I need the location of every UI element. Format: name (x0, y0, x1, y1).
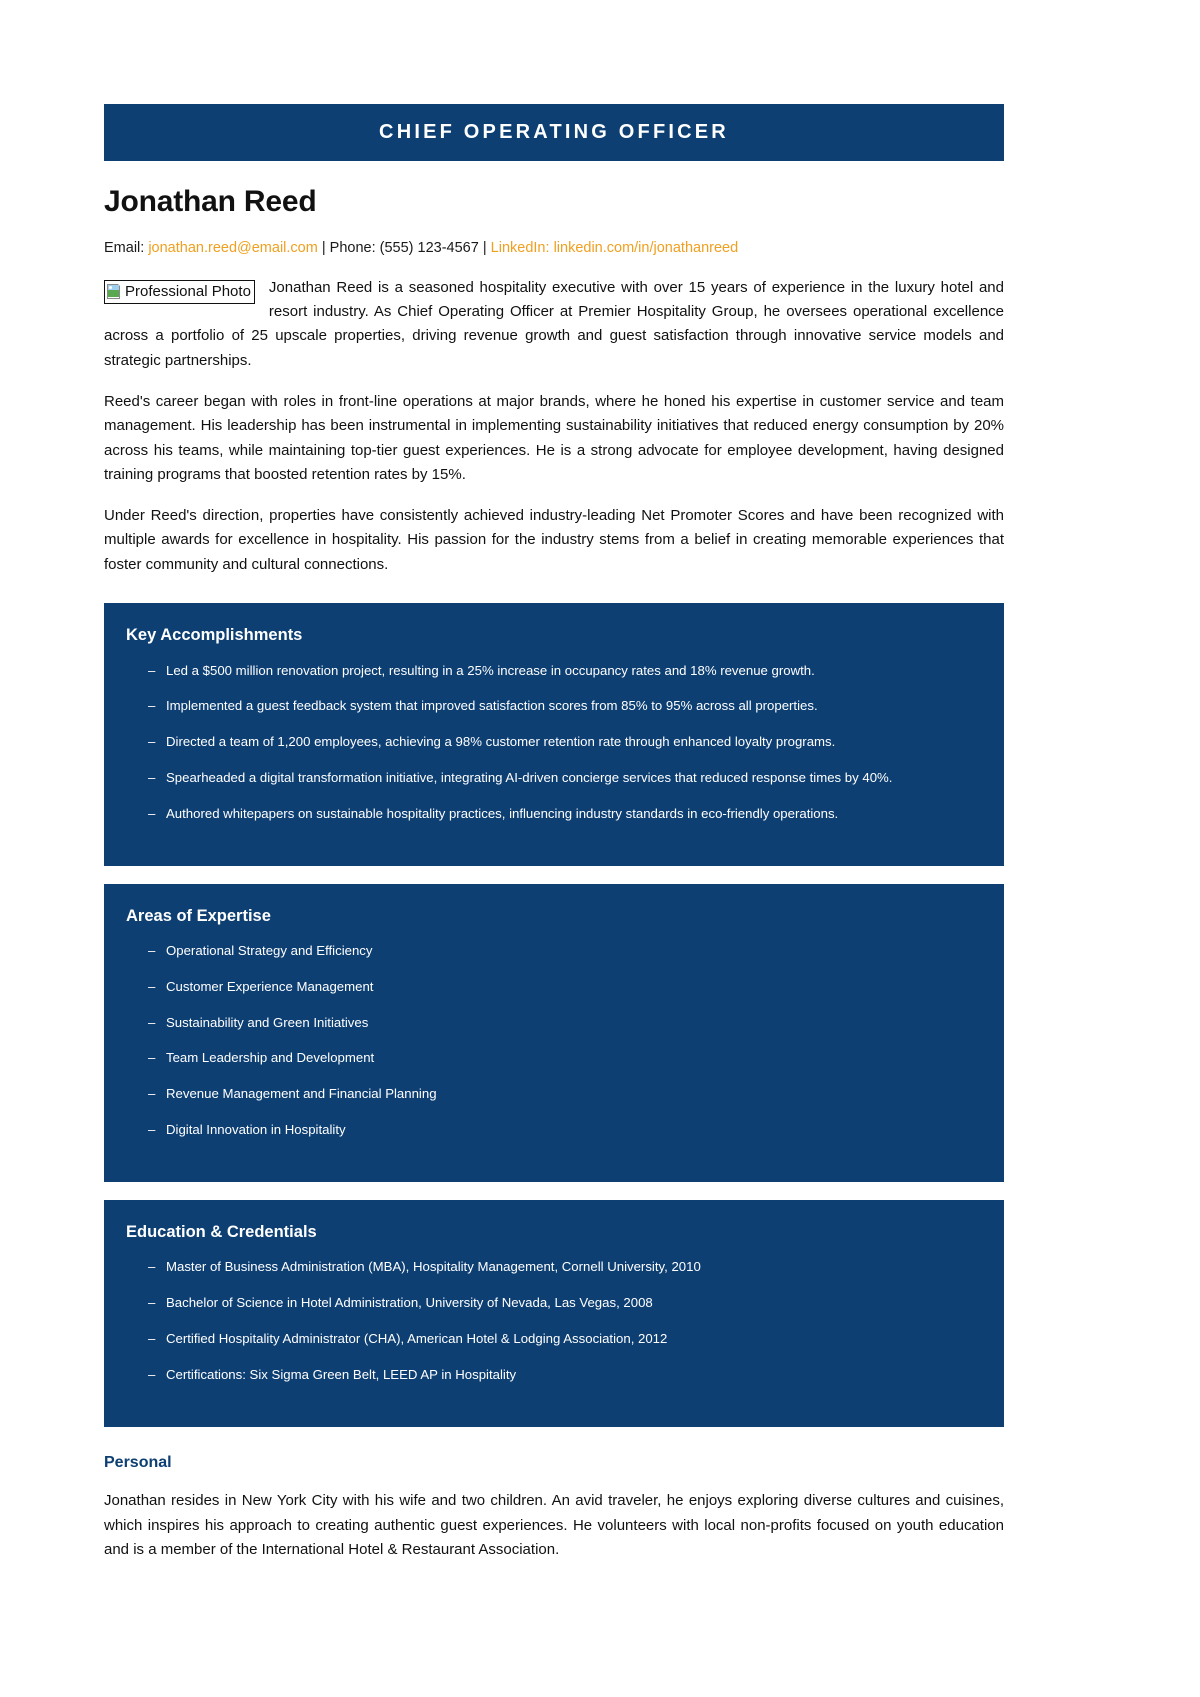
list-item-label: Revenue Management and Financial Planning (166, 1086, 437, 1102)
phone-value: (555) 123-4567 (379, 239, 479, 256)
email-link[interactable]: jonathan.reed@email.com (148, 239, 318, 256)
bullet-dash: – (148, 978, 156, 994)
key-accomplishments-section (104, 603, 1004, 866)
areas-of-expertise-section (104, 884, 1004, 1182)
list-item (126, 1005, 982, 1041)
education-credentials-title: Education & Credentials (126, 1222, 317, 1241)
education-credentials-section (104, 1200, 1004, 1427)
personal-section-body: Jonathan resides in New York City with his wife and two children. An avid traveler, he enjoys exploring diverse cultures and cuisines, which inspires his approach to creating authentic guest experiences. He volunteers with local non-profits focused on youth education and is a member of the International Hotel & Restaurant Association. (104, 1492, 1004, 1558)
list-item-label: Digital Innovation in Hospitality (166, 1122, 346, 1138)
professional-photo-placeholder (104, 280, 255, 304)
summary-paragraph-3: Under Reed's direction, properties have consistently achieved industry-leading Net Promoter Scores and have been recognized with multiple awards for excellence in hospitality. His passion for the industry stems from a belief in creating memorable experiences that foster community and cultural connections. (104, 507, 1004, 573)
list-item (126, 1285, 982, 1321)
list-item (126, 688, 982, 724)
key-accomplishments-list (126, 653, 982, 832)
list-item-label: Directed a team of 1,200 employees, achieving a 98% customer retention rate through enhanced loyalty programs. (166, 734, 836, 750)
list-item-label: Spearheaded a digital transformation initiative, integrating AI-driven concierge services that reduced response times by 40%. (166, 769, 893, 785)
bullet-dash: – (148, 698, 156, 714)
linkedin-url: linkedin.com/in/jonathanreed (553, 239, 739, 256)
bullet-dash: – (148, 1366, 156, 1382)
list-item (126, 724, 982, 760)
bullet-dash: – (148, 662, 156, 678)
personal-section-heading: Personal (104, 1453, 172, 1471)
photo-alt-text: Professional Photo (125, 282, 251, 300)
linkedin-link[interactable] (491, 240, 738, 256)
bullet-dash: – (148, 1259, 156, 1275)
bullet-dash: – (148, 1330, 156, 1346)
list-item-label: Operational Strategy and Efficiency (166, 943, 373, 958)
summary-paragraph-2: Reed's career began with roles in front-line operations at major brands, where he honed his expertise in customer service and team management. His leadership has been instrumental in implementing sustainability initiatives that reduced energy consumption by 20% across his teams, while maintaining top-tier guest experiences. He is a strong advocate for employee development, having designed training programs that boosted retention rates by 15%. (104, 392, 1004, 483)
linkedin-label: LinkedIn: (490, 239, 550, 256)
list-item-label: Authored whitepapers on sustainable hospitality practices, influencing industry standards in eco-friendly operations. (166, 805, 839, 821)
list-item-label: Customer Experience Management (166, 978, 374, 994)
list-item (126, 933, 982, 969)
list-item (126, 1040, 982, 1076)
page-title: Jonathan Reed (104, 185, 317, 218)
contact-separator-1: | (321, 239, 326, 256)
bullet-dash: – (148, 943, 156, 958)
bullet-dash: – (148, 1014, 156, 1030)
bullet-dash: – (148, 805, 156, 821)
phone-label: Phone: (329, 239, 376, 256)
email-label: Email: (104, 239, 145, 256)
list-item (126, 1357, 982, 1393)
list-item (126, 653, 982, 689)
contact-line (104, 238, 1004, 258)
broken-image-icon (107, 284, 123, 300)
list-item-label: Certifications: Six Sigma Green Belt, LEED AP in Hospitality (166, 1366, 517, 1382)
contact-separator-2: | (482, 239, 487, 256)
list-item-label: Certified Hospitality Administrator (CHA), American Hotel & Lodging Association, 2012 (166, 1330, 668, 1346)
job-title-banner: CHIEF OPERATING OFFICER (104, 104, 1004, 161)
list-item-label: Sustainability and Green Initiatives (166, 1014, 369, 1030)
list-item (126, 760, 982, 796)
list-item-label: Implemented a guest feedback system that improved satisfaction scores from 85% to 95% across all properties. (166, 698, 818, 714)
list-item (126, 1249, 982, 1285)
areas-of-expertise-title: Areas of Expertise (126, 906, 271, 925)
bullet-dash: – (148, 1295, 156, 1311)
page-content (104, 0, 1004, 1577)
list-item-label: Bachelor of Science in Hotel Administration, University of Nevada, Las Vegas, 2008 (166, 1295, 653, 1311)
key-accomplishments-title: Key Accomplishments (126, 626, 303, 645)
list-item-label: Team Leadership and Development (166, 1050, 375, 1066)
bullet-dash: – (148, 769, 156, 785)
summary-text-1: Jonathan Reed is a seasoned hospitality executive with over 15 years of experience in the luxury hotel and resort industry. As Chief Operating Officer at Premier Hospitality Group, he oversees operational excellence across a portfolio of 25 upscale properties, driving revenue growth and guest satisfaction through innovative service models and strategic partnerships. (104, 278, 1004, 369)
list-item (126, 969, 982, 1005)
bullet-dash: – (148, 734, 156, 750)
bullet-dash: – (148, 1050, 156, 1066)
areas-of-expertise-list (126, 933, 982, 1148)
list-item-label: Master of Business Administration (MBA), Hospitality Management, Cornell University, 2010 (166, 1259, 701, 1275)
summary-paragraph-1 (104, 276, 1004, 373)
list-item (126, 796, 982, 832)
bullet-dash: – (148, 1086, 156, 1102)
bullet-dash: – (148, 1122, 156, 1138)
list-item-label: Led a $500 million renovation project, resulting in a 25% increase in occupancy rates and 18% revenue growth. (166, 662, 815, 678)
list-item (126, 1321, 982, 1357)
list-item (126, 1112, 982, 1148)
list-item (126, 1076, 982, 1112)
education-credentials-list (126, 1249, 982, 1392)
